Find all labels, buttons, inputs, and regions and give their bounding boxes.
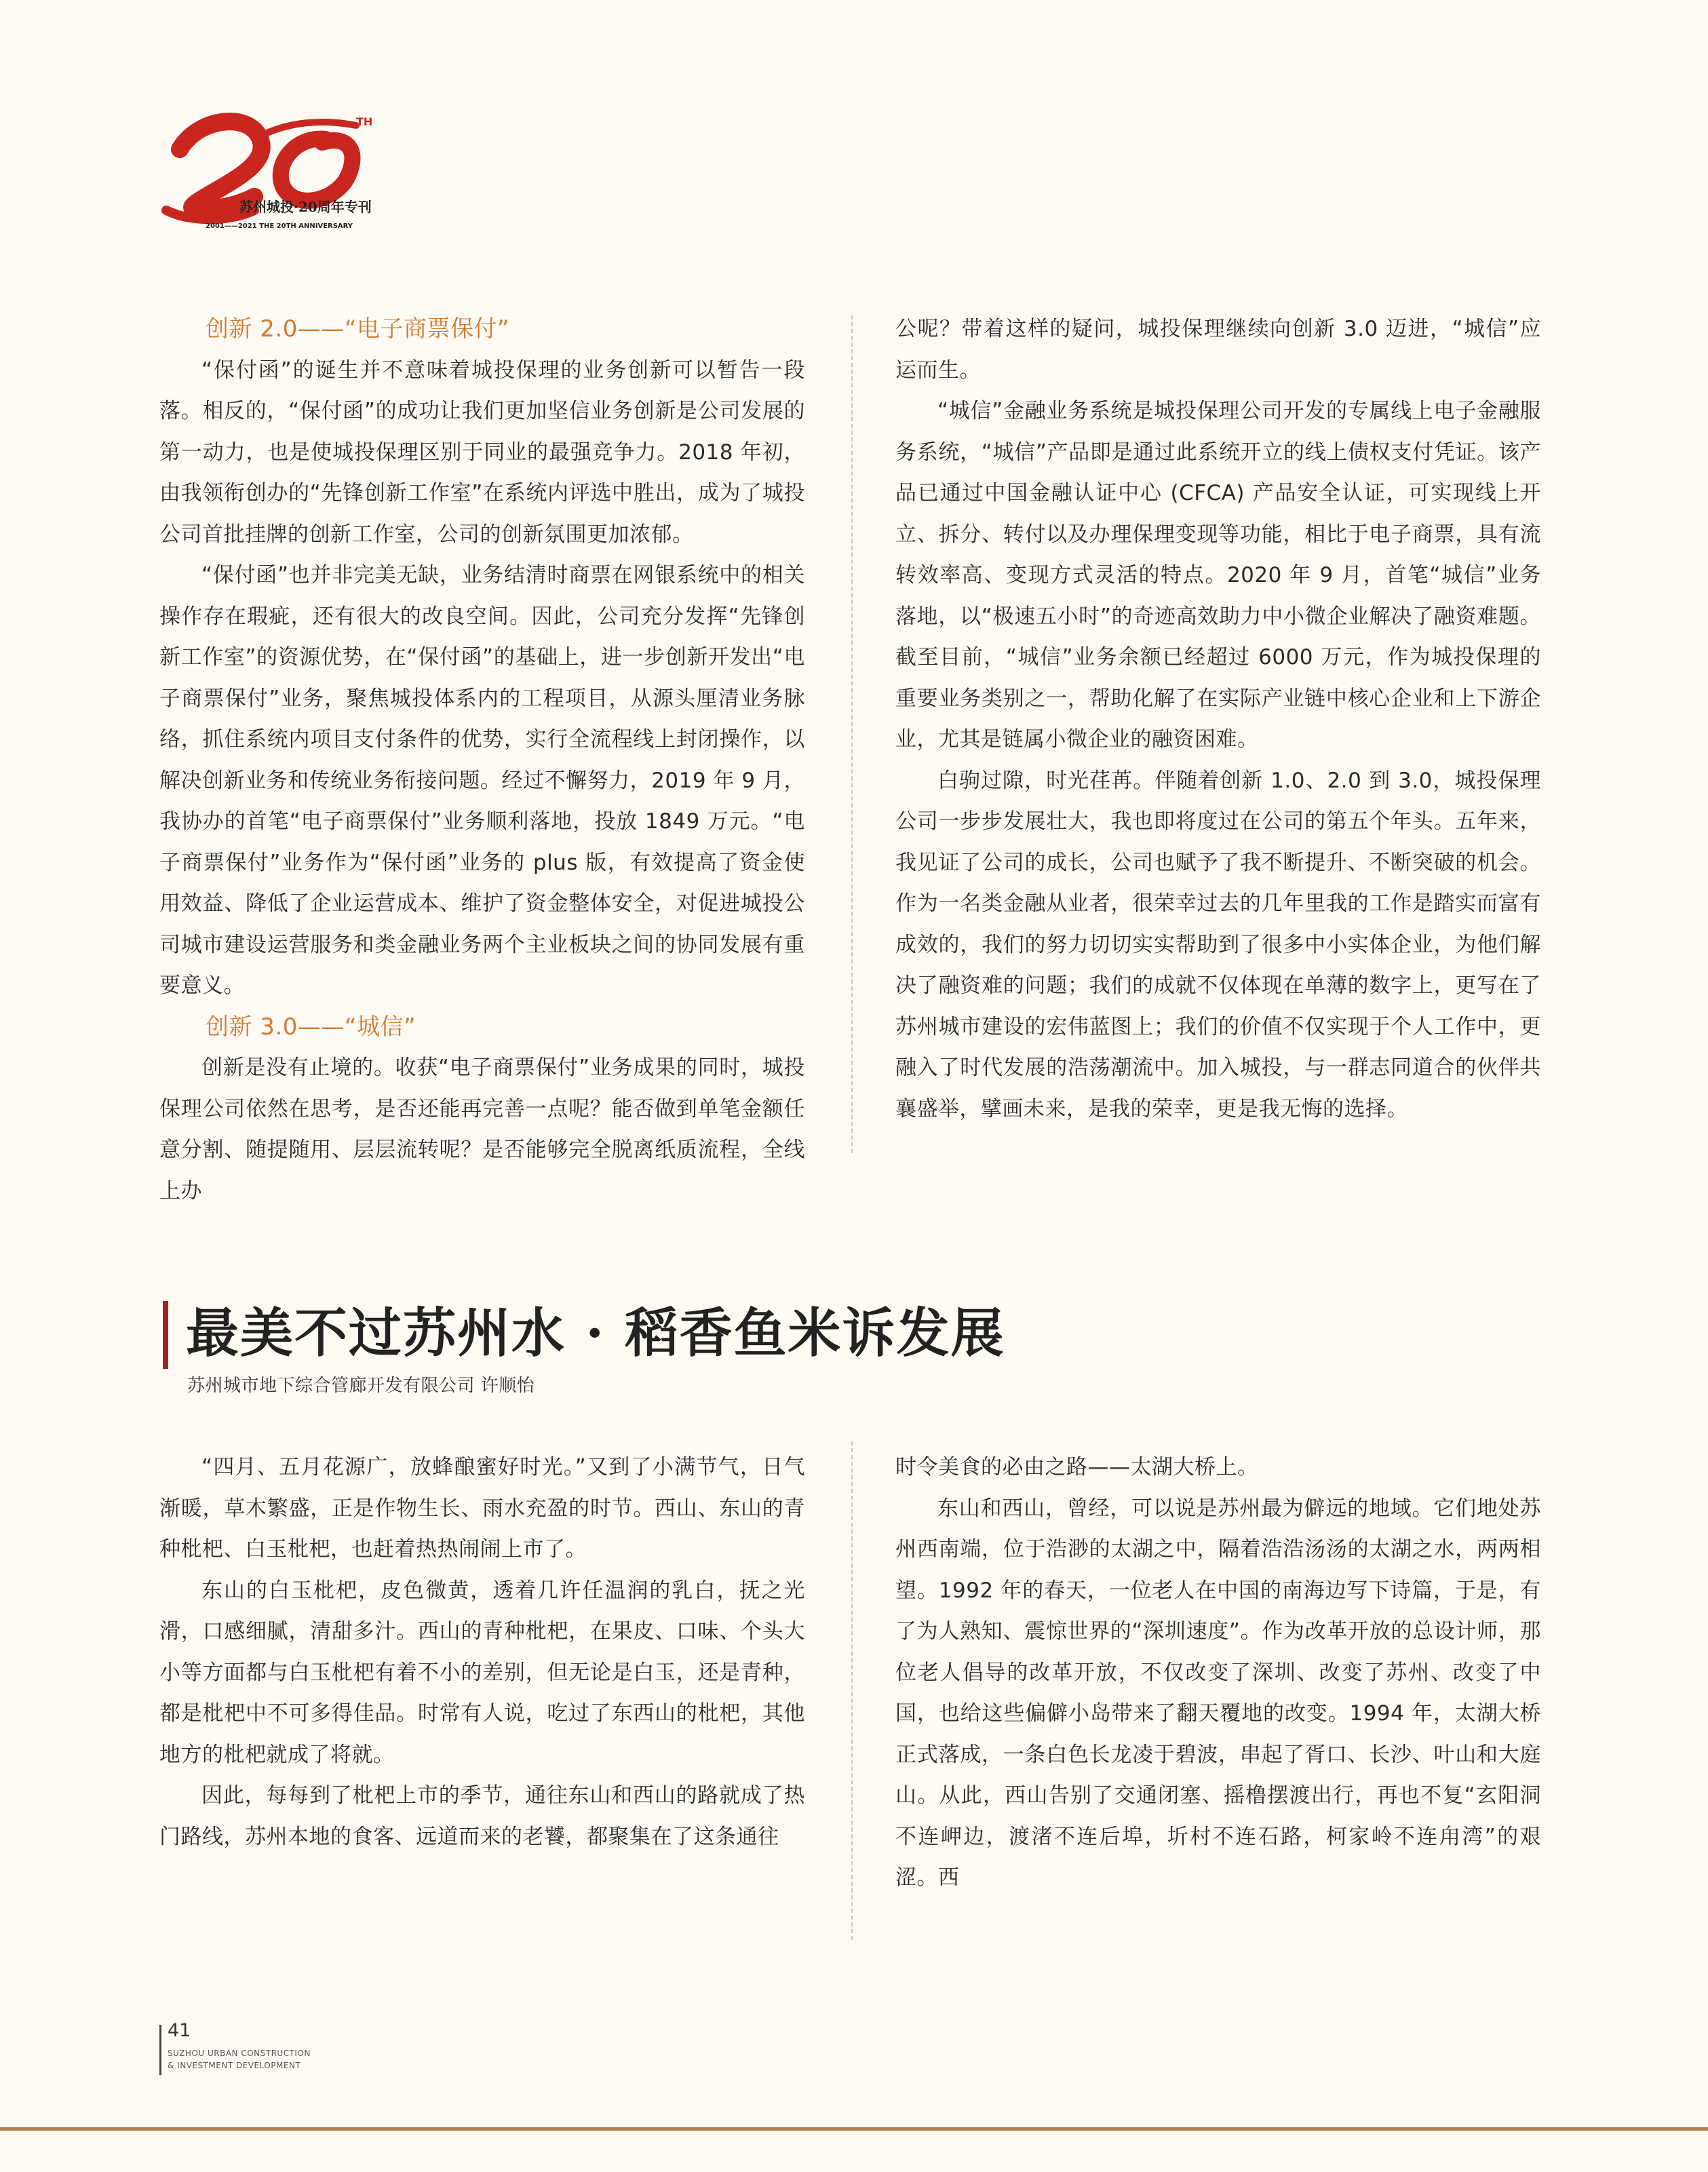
paragraph: “保付函”的诞生并不意味着城投保理的业务创新可以暂告一段落。相反的，“保付函”的成功让我们更加坚信业务创新是公司发展的第一动力，也是使城投保理区别于同业的最强竞争力。2018 年初，由我领衔创办的“先锋创新工作室”在系统内评选中胜出，成为了城投公司首批挂牌的创新工作室，公司的创新氛围更加浓郁。	[159, 357, 805, 547]
paragraph: 东山和西山，曾经，可以说是苏州最为僻远的地域。它们地处苏州西南端，位于浩渺的太湖之中，隔着浩浩汤汤的太湖之水，两两相望。1992 年的春天，一位老人在中国的南海边写下诗篇，于是，有了为人熟知、震惊世界的“深圳速度”。作为改革开放的总设计师，那位老人倡导的改革开放，不仅改变了深圳、改变了苏州、改变了中国，也给这些偏僻小岛带来了翻天覆地的改变。1994 年，太湖大桥正式落成，一条白色长龙凌于碧波，串起了胥口、长沙、叶山和大庭山。从此，西山告别了交通闭塞、摇橹摆渡出行，再也不复“玄阳洞不连岬边，渡渚不连后埠，圻村不连石路，柯家岭不连甪湾”的艰涩。西	[895, 1496, 1541, 1890]
anniversary-20-logo-icon	[153, 109, 404, 237]
paragraph: 东山的白玉枇杷，皮色微黄，透着几许任温润的乳白，抚之光滑，口感细腻，清甜多汁。西山的青种枇杷，在果皮、口味、个头大小等方面都与白玉枇杷有着不小的差别，但无论是白玉，还是青种，都是枇杷中不可多得佳品。时常有人说，吃过了东西山的枇杷，其他地方的枇杷就成了将就。	[159, 1578, 805, 1767]
article1-right-column	[895, 309, 1541, 1129]
paragraph: “城信”金融业务系统是城投保理公司开发的专属线上电子金融服务系统，“城信”产品即是通过此系统开立的线上债权支付凭证。该产品已通过中国金融认证中心 (CFCA) 产品安全认证，可实现线上开立、拆分、转付以及办理保理变现等功能，相比于电子商票，具有流转效率高、变现方式灵活的特点。2020 年 9 月，首笔“城信”业务落地，以“极速五小时”的奇迹高效助力中小微企业解决了融资难题。截至目前，“城信”业务余额已经超过 6000 万元，作为城投保理的重要业务类别之一，帮助化解了在实际产业链中核心企业和上下游企业，尤其是链属小微企业的融资困难。	[895, 399, 1541, 752]
paragraph: 因此，每每到了枇杷上市的季节，通往东山和西山的路就成了热门路线，苏州本地的食客、远道而来的老饕，都聚集在了这条通往	[159, 1783, 805, 1849]
paragraph: “四月、五月花源广，放蜂酿蜜好时光。”又到了小满节气，日气渐暖，草木繁盛，正是作物生长、雨水充盈的时节。西山、东山的青种枇杷、白玉枇杷，也赶着热热闹闹上市了。	[159, 1455, 805, 1562]
title-accent-bar	[163, 1301, 168, 1369]
column-divider	[851, 315, 853, 1153]
section-heading-innovation-2: 创新 2.0——“电子商票保付”	[206, 315, 510, 343]
publication-name	[168, 2047, 311, 2072]
logo-caption: 苏州城投·20周年专刊	[239, 199, 372, 215]
publication-name-line: & INVESTMENT DEVELOPMENT	[168, 2061, 301, 2070]
article-byline: 苏州城市地下综合管廊开发有限公司 许顺怡	[187, 1376, 535, 1396]
paragraph: 时令美食的必由之路——太湖大桥上。	[895, 1455, 1259, 1479]
footer-rule	[0, 2127, 1708, 2131]
paragraph: “保付函”也并非完美无缺，业务结清时商票在网银系统中的相关操作存在瑕疵，还有很大的改良空间。因此，公司充分发挥“先锋创新工作室”的资源优势，在“保付函”的基础上，进一步创新开发出“电子商票保付”业务，聚焦城投体系内的工程项目，从源头厘清业务脉络，抓住系统内项目支付条件的优势，实行全流程线上封闭操作，以解决创新业务和传统业务衔接问题。经过不懈努力，2019 年 9 月，我协办的首笔“电子商票保付”业务顺利落地，投放 1849 万元。“电子商票保付”业务作为“保付函”业务的 plus 版，有效提高了资金使用效益、降低了企业运营成本、维护了资金整体安全，对促进城投公司城市建设运营服务和类金融业务两个主业板块之间的协同发展有重要意义。	[159, 563, 805, 998]
article-title: 最美不过苏州水 · 稻香鱼米诉发展	[186, 1302, 1005, 1364]
article1-left-column	[159, 309, 805, 1211]
section-heading-innovation-3: 创新 3.0——“城信”	[206, 1013, 416, 1041]
page-number: 41	[168, 2020, 191, 2041]
publication-name-line: SUZHOU URBAN CONSTRUCTION	[168, 2049, 311, 2058]
article2-left-column	[159, 1447, 805, 1857]
footer-accent-bar	[159, 2025, 161, 2075]
logo-years: 2001——2021 THE 20TH ANNIVERSARY	[206, 222, 353, 230]
paragraph: 公呢？带着这样的疑问，城投保理继续向创新 3.0 迈进，“城信”应运而生。	[895, 317, 1541, 383]
anniversary-logo	[153, 109, 404, 237]
column-divider	[851, 1441, 853, 1940]
paragraph: 白驹过隙，时光荏苒。伴随着创新 1.0、2.0 到 3.0，城投保理公司一步步发展壮大，我也即将度过在公司的第五个年头。五年来，我见证了公司的成长，公司也赋予了我不断提升、不断突破的机会。作为一名类金融从业者，很荣幸过去的几年里我的工作是踏实而富有成效的，我们的努力切切实实帮助到了很多中小实体企业，为他们解决了融资难的问题；我们的成就不仅体现在单薄的数字上，更写在了苏州城市建设的宏伟蓝图上；我们的价值不仅实现于个人工作中，更融入了时代发展的浩荡潮流中。加入城投，与一群志同道合的伙伴共襄盛举，擘画未来，是我的荣幸，更是我无悔的选择。	[895, 768, 1541, 1121]
paragraph: 创新是没有止境的。收获“电子商票保付”业务成果的同时，城投保理公司依然在思考，是否还能再完善一点呢？能否做到单笔金额任意分割、随提随用、层层流转呢？是否能够完全脱离纸质流程，全线上办	[159, 1055, 805, 1203]
logo-ordinal: TH	[356, 115, 373, 128]
article2-right-column	[895, 1447, 1541, 1899]
